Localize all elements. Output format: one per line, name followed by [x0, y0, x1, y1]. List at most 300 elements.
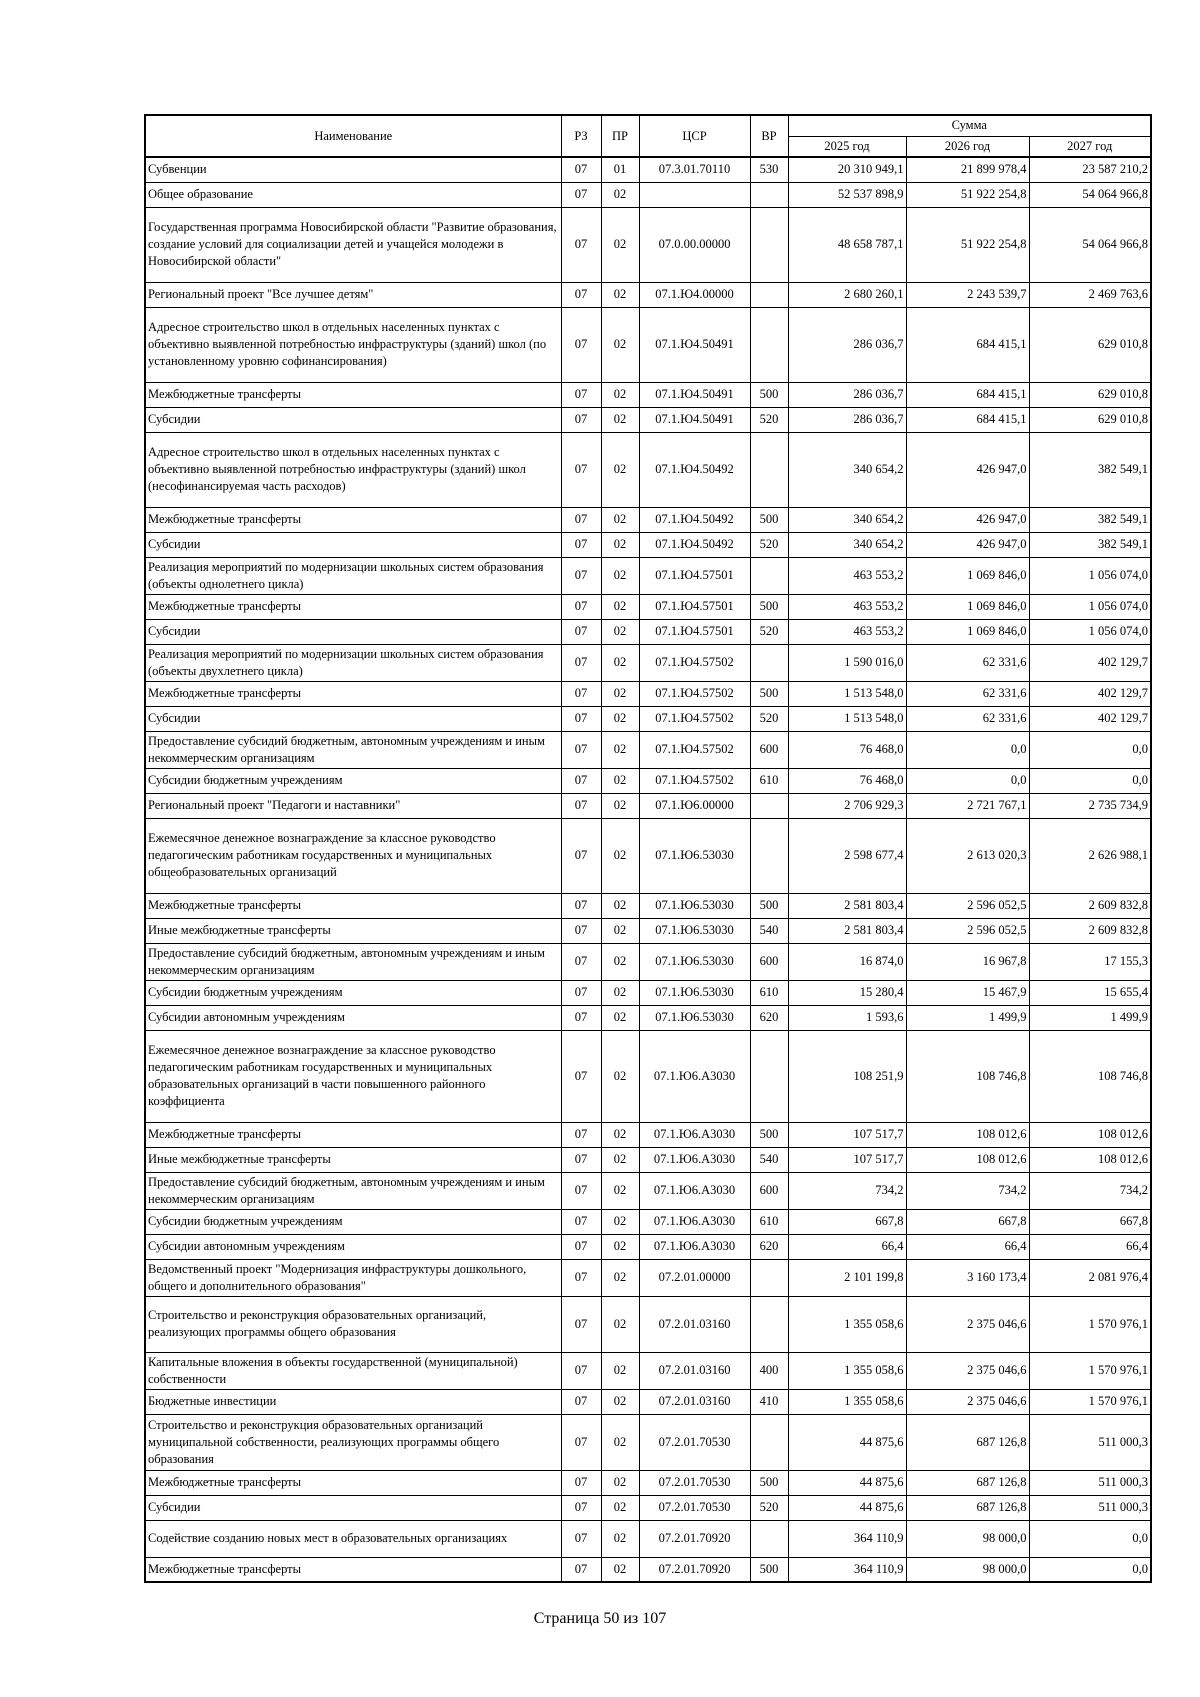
cell-rz: 07	[561, 207, 601, 282]
cell-2025: 1 513 548,0	[788, 706, 906, 731]
cell-name: Межбюджетные трансферты	[145, 1122, 561, 1147]
cell-csr: 07.1.Ю6.А3030	[639, 1147, 750, 1172]
cell-2025: 2 581 803,4	[788, 893, 906, 918]
cell-csr: 07.1.Ю4.57502	[639, 731, 750, 768]
cell-vr	[750, 207, 788, 282]
cell-2026: 2 375 046,6	[906, 1296, 1029, 1352]
cell-csr: 07.1.Ю4.50492	[639, 532, 750, 557]
cell-2026: 667,8	[906, 1209, 1029, 1234]
cell-pr: 02	[601, 532, 639, 557]
cell-csr: 07.1.Ю4.50491	[639, 307, 750, 382]
cell-pr: 02	[601, 1209, 639, 1234]
table-row	[145, 1557, 1151, 1582]
cell-rz: 07	[561, 182, 601, 207]
cell-rz: 07	[561, 918, 601, 943]
cell-rz: 07	[561, 1030, 601, 1122]
cell-name: Ведомственный проект "Модернизация инфраструктуры дошкольного, общего и дополнительного образования"	[145, 1259, 561, 1296]
table-row	[145, 507, 1151, 532]
cell-name: Межбюджетные трансферты	[145, 681, 561, 706]
cell-vr: 610	[750, 1209, 788, 1234]
cell-vr: 610	[750, 768, 788, 793]
cell-2027: 629 010,8	[1029, 382, 1151, 407]
cell-vr: 520	[750, 1495, 788, 1520]
cell-name: Адресное строительство школ в отдельных населенных пунктах с объективно выявленной потребностью инфраструктуры (зданий) школ (по установленному уровню софинансирования)	[145, 307, 561, 382]
cell-pr: 02	[601, 1005, 639, 1030]
cell-rz: 07	[561, 1296, 601, 1352]
cell-pr: 02	[601, 768, 639, 793]
cell-vr: 600	[750, 943, 788, 980]
cell-rz: 07	[561, 681, 601, 706]
cell-pr: 02	[601, 1259, 639, 1296]
cell-pr: 02	[601, 619, 639, 644]
cell-name: Предоставление субсидий бюджетным, автономным учреждениям и иным некоммерческим организациям	[145, 1172, 561, 1209]
cell-2025: 2 680 260,1	[788, 282, 906, 307]
cell-rz: 07	[561, 1352, 601, 1389]
cell-2025: 15 280,4	[788, 980, 906, 1005]
cell-2025: 1 593,6	[788, 1005, 906, 1030]
cell-vr	[750, 1259, 788, 1296]
cell-rz: 07	[561, 307, 601, 382]
cell-2025: 1 355 058,6	[788, 1352, 906, 1389]
cell-2025: 66,4	[788, 1234, 906, 1259]
cell-2027: 54 064 966,8	[1029, 207, 1151, 282]
cell-rz: 07	[561, 382, 601, 407]
cell-name: Иные межбюджетные трансферты	[145, 1147, 561, 1172]
cell-vr: 500	[750, 893, 788, 918]
cell-2025: 2 706 929,3	[788, 793, 906, 818]
cell-name: Ежемесячное денежное вознаграждение за классное руководство педагогическим работникам государственных и муниципальных общеобразовательных организаций	[145, 818, 561, 893]
cell-2026: 426 947,0	[906, 507, 1029, 532]
cell-vr: 520	[750, 619, 788, 644]
cell-pr: 02	[601, 1495, 639, 1520]
cell-rz: 07	[561, 157, 601, 182]
cell-name: Субсидии	[145, 619, 561, 644]
cell-2027: 66,4	[1029, 1234, 1151, 1259]
table-header	[145, 115, 1151, 157]
cell-vr	[750, 432, 788, 507]
cell-vr	[750, 793, 788, 818]
cell-name: Субсидии	[145, 706, 561, 731]
cell-2025: 16 874,0	[788, 943, 906, 980]
cell-2025: 44 875,6	[788, 1470, 906, 1495]
cell-csr: 07.1.Ю6.А3030	[639, 1172, 750, 1209]
table-row	[145, 282, 1151, 307]
cell-2027: 54 064 966,8	[1029, 182, 1151, 207]
cell-rz: 07	[561, 1209, 601, 1234]
cell-2027: 0,0	[1029, 731, 1151, 768]
cell-name: Субсидии	[145, 407, 561, 432]
cell-name: Субсидии автономным учреждениям	[145, 1234, 561, 1259]
cell-csr: 07.1.Ю6.53030	[639, 1005, 750, 1030]
cell-name: Общее образование	[145, 182, 561, 207]
cell-vr: 500	[750, 1557, 788, 1582]
cell-csr: 07.1.Ю6.А3030	[639, 1234, 750, 1259]
cell-2025: 463 553,2	[788, 619, 906, 644]
cell-rz: 07	[561, 594, 601, 619]
table-row	[145, 818, 1151, 893]
cell-2026: 2 243 539,7	[906, 282, 1029, 307]
table-row	[145, 1520, 1151, 1557]
cell-name: Предоставление субсидий бюджетным, автономным учреждениям и иным некоммерческим организациям	[145, 943, 561, 980]
cell-2026: 687 126,8	[906, 1470, 1029, 1495]
table-row	[145, 1259, 1151, 1296]
cell-csr: 07.1.Ю4.57502	[639, 644, 750, 681]
cell-csr: 07.2.01.03160	[639, 1389, 750, 1414]
cell-2027: 2 609 832,8	[1029, 918, 1151, 943]
cell-2026: 1 499,9	[906, 1005, 1029, 1030]
cell-2027: 382 549,1	[1029, 432, 1151, 507]
header-year-2026: 2026 год	[906, 136, 1029, 157]
table-row	[145, 532, 1151, 557]
cell-2025: 1 355 058,6	[788, 1389, 906, 1414]
cell-pr: 02	[601, 407, 639, 432]
cell-pr: 02	[601, 1172, 639, 1209]
cell-rz: 07	[561, 706, 601, 731]
cell-rz: 07	[561, 1234, 601, 1259]
cell-2027: 382 549,1	[1029, 532, 1151, 557]
table-row	[145, 1414, 1151, 1470]
cell-2027: 1 499,9	[1029, 1005, 1151, 1030]
cell-rz: 07	[561, 1389, 601, 1414]
cell-2026: 51 922 254,8	[906, 207, 1029, 282]
cell-rz: 07	[561, 507, 601, 532]
table-row	[145, 207, 1151, 282]
cell-rz: 07	[561, 282, 601, 307]
cell-2027: 0,0	[1029, 768, 1151, 793]
cell-2027: 667,8	[1029, 1209, 1151, 1234]
cell-vr: 530	[750, 157, 788, 182]
cell-name: Реализация мероприятий по модернизации школьных систем образования (объекты однолетнего цикла)	[145, 557, 561, 594]
cell-vr: 500	[750, 594, 788, 619]
cell-rz: 07	[561, 1520, 601, 1557]
cell-name: Межбюджетные трансферты	[145, 507, 561, 532]
table-row	[145, 557, 1151, 594]
cell-name: Строительство и реконструкция образовательных организаций, реализующих программы общего образования	[145, 1296, 561, 1352]
cell-2026: 2 596 052,5	[906, 918, 1029, 943]
cell-vr: 620	[750, 1234, 788, 1259]
cell-2026: 108 746,8	[906, 1030, 1029, 1122]
cell-name: Капитальные вложения в объекты государственной (муниципальной) собственности	[145, 1352, 561, 1389]
cell-vr	[750, 1520, 788, 1557]
cell-name: Субвенции	[145, 157, 561, 182]
cell-2025: 107 517,7	[788, 1147, 906, 1172]
cell-name: Региональный проект "Все лучшее детям"	[145, 282, 561, 307]
table-row	[145, 432, 1151, 507]
cell-pr: 02	[601, 1414, 639, 1470]
cell-2026: 426 947,0	[906, 432, 1029, 507]
cell-2026: 62 331,6	[906, 644, 1029, 681]
cell-csr: 07.1.Ю4.50491	[639, 407, 750, 432]
header-csr: ЦСР	[639, 115, 750, 157]
cell-vr	[750, 307, 788, 382]
cell-2025: 286 036,7	[788, 307, 906, 382]
cell-2025: 2 101 199,8	[788, 1259, 906, 1296]
cell-2026: 687 126,8	[906, 1495, 1029, 1520]
cell-pr: 02	[601, 943, 639, 980]
table-row	[145, 307, 1151, 382]
cell-csr: 07.1.Ю6.53030	[639, 893, 750, 918]
cell-2027: 629 010,8	[1029, 407, 1151, 432]
budget-table	[144, 114, 1152, 1583]
table-row	[145, 1209, 1151, 1234]
cell-pr: 02	[601, 1557, 639, 1582]
cell-rz: 07	[561, 768, 601, 793]
cell-csr: 07.2.01.03160	[639, 1352, 750, 1389]
header-sum: Сумма	[788, 115, 1151, 136]
cell-pr: 02	[601, 1470, 639, 1495]
cell-2026: 0,0	[906, 768, 1029, 793]
cell-2027: 1 570 976,1	[1029, 1296, 1151, 1352]
cell-2027: 511 000,3	[1029, 1414, 1151, 1470]
table-row	[145, 1470, 1151, 1495]
cell-2027: 629 010,8	[1029, 307, 1151, 382]
cell-rz: 07	[561, 644, 601, 681]
cell-name: Реализация мероприятий по модернизации школьных систем образования (объекты двухлетнего цикла)	[145, 644, 561, 681]
cell-pr: 02	[601, 1296, 639, 1352]
table-row	[145, 681, 1151, 706]
cell-csr: 07.3.01.70110	[639, 157, 750, 182]
table-row	[145, 382, 1151, 407]
cell-pr: 02	[601, 1122, 639, 1147]
cell-2025: 108 251,9	[788, 1030, 906, 1122]
table-row	[145, 157, 1151, 182]
cell-pr: 01	[601, 157, 639, 182]
cell-2027: 108 746,8	[1029, 1030, 1151, 1122]
cell-2025: 667,8	[788, 1209, 906, 1234]
cell-pr: 02	[601, 980, 639, 1005]
cell-rz: 07	[561, 407, 601, 432]
cell-2027: 2 626 988,1	[1029, 818, 1151, 893]
table-row	[145, 1234, 1151, 1259]
cell-vr: 600	[750, 1172, 788, 1209]
cell-vr: 520	[750, 407, 788, 432]
cell-rz: 07	[561, 432, 601, 507]
cell-vr	[750, 182, 788, 207]
cell-2025: 76 468,0	[788, 768, 906, 793]
cell-2025: 364 110,9	[788, 1557, 906, 1582]
cell-2027: 2 609 832,8	[1029, 893, 1151, 918]
cell-2026: 2 613 020,3	[906, 818, 1029, 893]
cell-2025: 44 875,6	[788, 1495, 906, 1520]
cell-vr	[750, 1030, 788, 1122]
cell-2025: 44 875,6	[788, 1414, 906, 1470]
table-row	[145, 1296, 1151, 1352]
cell-csr: 07.1.Ю6.53030	[639, 818, 750, 893]
cell-2027: 1 056 074,0	[1029, 557, 1151, 594]
cell-2025: 364 110,9	[788, 1520, 906, 1557]
cell-2027: 1 570 976,1	[1029, 1389, 1151, 1414]
cell-2025: 1 590 016,0	[788, 644, 906, 681]
cell-2026: 62 331,6	[906, 706, 1029, 731]
cell-pr: 02	[601, 681, 639, 706]
cell-2026: 1 069 846,0	[906, 619, 1029, 644]
cell-vr: 520	[750, 706, 788, 731]
cell-pr: 02	[601, 1389, 639, 1414]
page-number: Страница 50 из 107	[533, 1610, 667, 1627]
cell-2025: 286 036,7	[788, 382, 906, 407]
cell-name: Межбюджетные трансферты	[145, 594, 561, 619]
cell-pr: 02	[601, 818, 639, 893]
cell-rz: 07	[561, 1122, 601, 1147]
cell-2025: 340 654,2	[788, 532, 906, 557]
cell-2027: 1 570 976,1	[1029, 1352, 1151, 1389]
cell-csr: 07.1.Ю6.А3030	[639, 1030, 750, 1122]
cell-name: Строительство и реконструкция образовательных организаций муниципальной собственности, реализующих программы общего образования	[145, 1414, 561, 1470]
cell-csr: 07.1.Ю4.50492	[639, 432, 750, 507]
table-row	[145, 644, 1151, 681]
cell-name: Межбюджетные трансферты	[145, 1557, 561, 1582]
cell-2025: 2 598 677,4	[788, 818, 906, 893]
cell-csr: 07.2.01.00000	[639, 1259, 750, 1296]
table-row	[145, 1389, 1151, 1414]
cell-pr: 02	[601, 1520, 639, 1557]
cell-vr	[750, 557, 788, 594]
cell-vr: 500	[750, 507, 788, 532]
cell-pr: 02	[601, 731, 639, 768]
cell-2026: 684 415,1	[906, 407, 1029, 432]
cell-2025: 2 581 803,4	[788, 918, 906, 943]
cell-pr: 02	[601, 282, 639, 307]
header-rz: РЗ	[561, 115, 601, 157]
cell-rz: 07	[561, 980, 601, 1005]
cell-name: Субсидии	[145, 1495, 561, 1520]
cell-2027: 17 155,3	[1029, 943, 1151, 980]
table-row	[145, 1172, 1151, 1209]
cell-vr	[750, 818, 788, 893]
cell-csr: 07.1.Ю6.53030	[639, 918, 750, 943]
cell-csr: 07.1.Ю6.53030	[639, 943, 750, 980]
cell-2027: 2 469 763,6	[1029, 282, 1151, 307]
cell-rz: 07	[561, 1005, 601, 1030]
cell-name: Иные межбюджетные трансферты	[145, 918, 561, 943]
cell-pr: 02	[601, 1352, 639, 1389]
cell-csr: 07.1.Ю4.57502	[639, 768, 750, 793]
cell-2025: 1 513 548,0	[788, 681, 906, 706]
cell-name: Государственная программа Новосибирской области "Развитие образования, создание условий для социализации детей и учащейся молодежи в Новосибирской области"	[145, 207, 561, 282]
cell-csr	[639, 182, 750, 207]
table-row	[145, 407, 1151, 432]
cell-rz: 07	[561, 1259, 601, 1296]
cell-vr: 500	[750, 1470, 788, 1495]
cell-name: Региональный проект "Педагоги и наставники"	[145, 793, 561, 818]
cell-2027: 0,0	[1029, 1520, 1151, 1557]
cell-csr: 07.0.00.00000	[639, 207, 750, 282]
cell-2026: 51 922 254,8	[906, 182, 1029, 207]
cell-pr: 02	[601, 207, 639, 282]
cell-name: Субсидии бюджетным учреждениям	[145, 768, 561, 793]
cell-csr: 07.1.Ю4.50492	[639, 507, 750, 532]
cell-2027: 1 056 074,0	[1029, 619, 1151, 644]
cell-csr: 07.1.Ю4.57502	[639, 681, 750, 706]
cell-2026: 15 467,9	[906, 980, 1029, 1005]
cell-name: Адресное строительство школ в отдельных населенных пунктах с объективно выявленной потребностью инфраструктуры (зданий) школ (несофинансируемая часть расходов)	[145, 432, 561, 507]
table-row	[145, 594, 1151, 619]
header-pr: ПР	[601, 115, 639, 157]
cell-vr: 410	[750, 1389, 788, 1414]
cell-csr: 07.2.01.70920	[639, 1557, 750, 1582]
table-row	[145, 943, 1151, 980]
cell-2026: 684 415,1	[906, 307, 1029, 382]
table-row	[145, 182, 1151, 207]
cell-2027: 1 056 074,0	[1029, 594, 1151, 619]
cell-name: Содействие созданию новых мест в образовательных организациях	[145, 1520, 561, 1557]
cell-2027: 402 129,7	[1029, 644, 1151, 681]
header-year-2027: 2027 год	[1029, 136, 1151, 157]
cell-2025: 463 553,2	[788, 557, 906, 594]
cell-2027: 108 012,6	[1029, 1122, 1151, 1147]
cell-pr: 02	[601, 594, 639, 619]
cell-2026: 684 415,1	[906, 382, 1029, 407]
cell-vr	[750, 1296, 788, 1352]
cell-2027: 23 587 210,2	[1029, 157, 1151, 182]
cell-2025: 48 658 787,1	[788, 207, 906, 282]
cell-2025: 20 310 949,1	[788, 157, 906, 182]
cell-2026: 21 899 978,4	[906, 157, 1029, 182]
cell-rz: 07	[561, 1147, 601, 1172]
cell-vr: 500	[750, 1122, 788, 1147]
cell-name: Бюджетные инвестиции	[145, 1389, 561, 1414]
cell-csr: 07.1.Ю4.00000	[639, 282, 750, 307]
cell-pr: 02	[601, 706, 639, 731]
table-row	[145, 918, 1151, 943]
cell-2026: 1 069 846,0	[906, 557, 1029, 594]
cell-vr: 610	[750, 980, 788, 1005]
cell-2026: 2 375 046,6	[906, 1389, 1029, 1414]
cell-name: Субсидии бюджетным учреждениям	[145, 1209, 561, 1234]
cell-pr: 02	[601, 432, 639, 507]
header-name: Наименование	[145, 115, 561, 157]
table-row	[145, 619, 1151, 644]
cell-vr: 600	[750, 731, 788, 768]
header-year-2025: 2025 год	[788, 136, 906, 157]
cell-pr: 02	[601, 1147, 639, 1172]
table-row	[145, 1030, 1151, 1122]
cell-csr: 07.1.Ю4.57502	[639, 706, 750, 731]
cell-2026: 16 967,8	[906, 943, 1029, 980]
cell-name: Предоставление субсидий бюджетным, автономным учреждениям и иным некоммерческим организациям	[145, 731, 561, 768]
cell-pr: 02	[601, 1234, 639, 1259]
table-row	[145, 1495, 1151, 1520]
cell-name: Субсидии автономным учреждениям	[145, 1005, 561, 1030]
table-row	[145, 1147, 1151, 1172]
cell-2025: 107 517,7	[788, 1122, 906, 1147]
header-vr: ВР	[750, 115, 788, 157]
cell-2027: 382 549,1	[1029, 507, 1151, 532]
cell-2026: 108 012,6	[906, 1147, 1029, 1172]
cell-pr: 02	[601, 382, 639, 407]
cell-csr: 07.1.Ю4.57501	[639, 557, 750, 594]
cell-csr: 07.2.01.70530	[639, 1414, 750, 1470]
cell-vr: 540	[750, 918, 788, 943]
cell-rz: 07	[561, 943, 601, 980]
cell-2027: 511 000,3	[1029, 1495, 1151, 1520]
cell-csr: 07.1.Ю4.50491	[639, 382, 750, 407]
cell-vr: 500	[750, 382, 788, 407]
cell-rz: 07	[561, 793, 601, 818]
cell-csr: 07.2.01.70530	[639, 1470, 750, 1495]
cell-rz: 07	[561, 619, 601, 644]
cell-vr: 520	[750, 532, 788, 557]
cell-vr: 540	[750, 1147, 788, 1172]
cell-rz: 07	[561, 557, 601, 594]
cell-2026: 734,2	[906, 1172, 1029, 1209]
cell-rz: 07	[561, 893, 601, 918]
cell-pr: 02	[601, 182, 639, 207]
cell-2027: 0,0	[1029, 1557, 1151, 1582]
cell-name: Межбюджетные трансферты	[145, 893, 561, 918]
cell-vr	[750, 282, 788, 307]
cell-2026: 0,0	[906, 731, 1029, 768]
